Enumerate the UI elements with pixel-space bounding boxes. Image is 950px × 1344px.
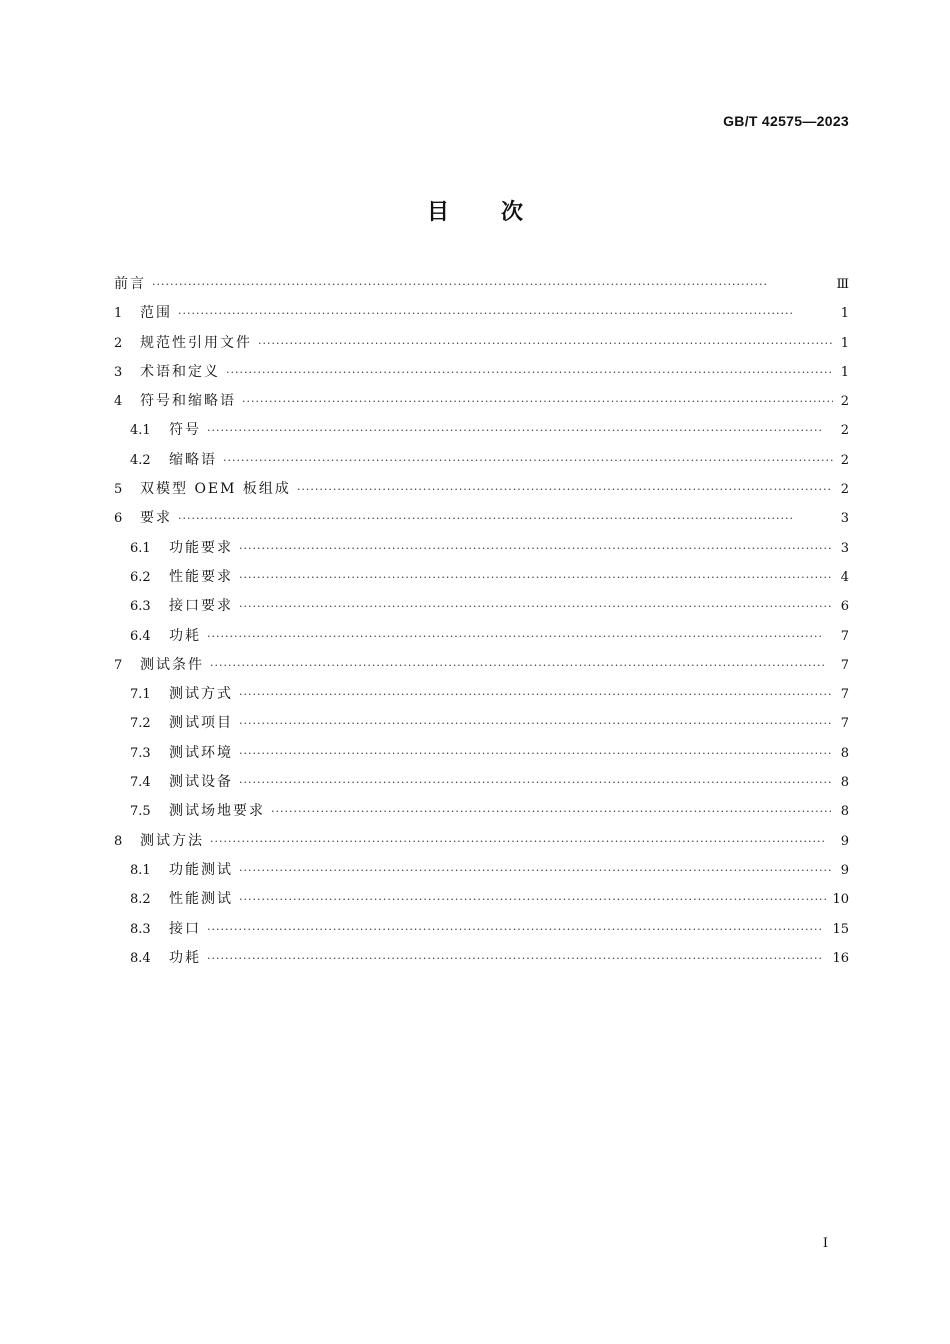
- toc-leader-dots: [239, 768, 833, 797]
- toc-leader-dots: [239, 534, 833, 563]
- toc-entry-page: 1: [840, 364, 849, 380]
- toc-leader-dots: [210, 651, 833, 680]
- toc-entry-page: 16: [832, 950, 849, 966]
- toc-entry-label: 功能测试: [169, 861, 233, 878]
- toc-entry-label: 测试方式: [169, 686, 233, 703]
- toc-entry-number: 7: [114, 657, 123, 673]
- toc-entry-7-1[interactable]: [114, 680, 849, 709]
- toc-entry-page: 3: [840, 540, 849, 556]
- toc-entry-label: 测试项目: [169, 715, 233, 732]
- toc-entry-label: 功耗: [169, 949, 201, 966]
- toc-entry-page: 8: [840, 804, 849, 820]
- toc-entry-label: 规范性引用文件: [140, 334, 252, 351]
- toc-entry-page: 8: [840, 745, 849, 761]
- toc-entry-number: 6.4: [130, 628, 151, 644]
- toc-leader-dots: [297, 475, 833, 504]
- toc-entry-4-2[interactable]: [114, 446, 849, 475]
- toc-entry-number: 7.2: [130, 716, 151, 732]
- toc-entry-label: 双模型 OEM 板组成: [140, 481, 291, 498]
- standard-code: GB/T 42575—2023: [723, 113, 849, 129]
- toc-leader-dots: [239, 680, 833, 709]
- toc-entry-page: 1: [840, 335, 849, 351]
- toc-entry-7[interactable]: [114, 651, 849, 680]
- toc-entry-number: 6.3: [130, 599, 151, 615]
- toc-entry-page: 2: [840, 452, 849, 468]
- toc-entry-page: 7: [840, 628, 849, 644]
- toc-entry-label: 功耗: [169, 627, 201, 644]
- toc-entry-page: 1: [840, 306, 849, 322]
- toc-entry-3[interactable]: [114, 358, 849, 387]
- toc-entry-6-4[interactable]: [114, 622, 849, 651]
- toc-leader-dots: [210, 827, 833, 856]
- toc-entry-7-5[interactable]: [114, 797, 849, 826]
- toc-entry-number: 8: [114, 833, 123, 849]
- toc-entry-label: 接口: [169, 920, 201, 937]
- toc-leader-dots: [258, 329, 833, 358]
- toc-entry-label: 术语和定义: [140, 363, 220, 380]
- toc-leader-dots: [239, 739, 833, 768]
- toc-entry-number: 1: [114, 306, 123, 322]
- toc-entry-foreword[interactable]: [114, 270, 849, 299]
- toc-entry-page: 2: [840, 423, 849, 439]
- toc-entry-7-2[interactable]: [114, 709, 849, 738]
- toc-entry-label: 缩略语: [169, 451, 217, 468]
- toc-entry-number: 7.3: [130, 745, 151, 761]
- toc-entry-number: 8.3: [130, 921, 151, 937]
- toc-entry-1[interactable]: [114, 299, 849, 328]
- toc-entry-6-2[interactable]: [114, 563, 849, 592]
- toc-entry-number: 4.2: [130, 452, 151, 468]
- toc-entry-page: 3: [840, 511, 849, 527]
- toc-entry-number: 2: [114, 335, 123, 351]
- toc-leader-dots: [226, 358, 833, 387]
- toc-entry-page: 7: [840, 687, 849, 703]
- toc-entry-8-4[interactable]: [114, 944, 849, 973]
- toc-leader-dots: [178, 299, 833, 328]
- toc-leader-dots: [239, 563, 833, 592]
- toc-entry-label: 性能测试: [169, 891, 233, 908]
- toc-entry-number: 7.5: [130, 804, 151, 820]
- toc-entry-8-3[interactable]: [114, 915, 849, 944]
- toc-entry-page: Ⅲ: [836, 277, 849, 292]
- toc-entry-number: 3: [114, 364, 123, 380]
- toc-entry-page: 6: [840, 599, 849, 615]
- toc-entry-label: 测试条件: [140, 656, 204, 673]
- toc-entry-6-1[interactable]: [114, 534, 849, 563]
- toc-entry-page: 2: [840, 482, 849, 498]
- toc-entry-number: 4.1: [130, 423, 151, 439]
- toc-entry-number: 8.4: [130, 950, 151, 966]
- toc-leader-dots: [271, 797, 833, 826]
- toc-leader-dots: [239, 885, 826, 914]
- toc-entry-label: 测试方法: [140, 832, 204, 849]
- toc-entry-8[interactable]: [114, 827, 849, 856]
- toc-leader-dots: [178, 504, 833, 533]
- toc-entry-2[interactable]: [114, 329, 849, 358]
- toc-entry-page: 4: [840, 569, 849, 585]
- toc-entry-label: 测试环境: [169, 744, 233, 761]
- toc-entry-number: 4: [114, 394, 123, 410]
- toc-leader-dots: [239, 856, 833, 885]
- toc-leader-dots: [152, 270, 830, 299]
- toc-leader-dots: [239, 709, 833, 738]
- toc-leader-dots: [242, 387, 833, 416]
- toc-entry-label: 测试设备: [169, 774, 233, 791]
- toc-entry-page: 9: [840, 862, 849, 878]
- toc-leader-dots: [223, 446, 833, 475]
- toc-entry-4-1[interactable]: [114, 416, 849, 445]
- toc-entry-number: 8.2: [130, 892, 151, 908]
- toc-entry-8-2[interactable]: [114, 885, 849, 914]
- toc-leader-dots: [207, 944, 826, 973]
- toc-entry-page: 10: [832, 892, 849, 908]
- toc-entry-page: 7: [840, 657, 849, 673]
- toc-leader-dots: [207, 915, 826, 944]
- page-title: 目次: [426, 200, 575, 225]
- toc-entry-page: 9: [840, 833, 849, 849]
- toc-entry-8-1[interactable]: [114, 856, 849, 885]
- toc-entry-7-4[interactable]: [114, 768, 849, 797]
- table-of-contents: [114, 270, 849, 973]
- toc-entry-number: 6.1: [130, 540, 151, 556]
- toc-entry-number: 6.2: [130, 569, 151, 585]
- toc-entry-label: 符号和缩略语: [140, 393, 236, 410]
- toc-entry-7-3[interactable]: [114, 739, 849, 768]
- toc-entry-label: 接口要求: [169, 598, 233, 615]
- toc-entry-5[interactable]: [114, 475, 849, 504]
- toc-entry-page: 8: [840, 775, 849, 791]
- toc-entry-label: 范围: [140, 305, 172, 322]
- toc-entry-label: 性能要求: [169, 568, 233, 585]
- toc-entry-4[interactable]: [114, 387, 849, 416]
- toc-entry-label: 测试场地要求: [169, 803, 265, 820]
- toc-entry-label: 符号: [169, 422, 201, 439]
- toc-entry-page: 7: [840, 716, 849, 732]
- toc-entry-number: 5: [114, 482, 123, 498]
- toc-entry-page: 2: [840, 394, 849, 410]
- toc-entry-number: 7.1: [130, 687, 151, 703]
- toc-entry-label: 功能要求: [169, 539, 233, 556]
- footer-page-number: I: [822, 1236, 828, 1251]
- toc-entry-page: 15: [832, 921, 849, 937]
- toc-entry-label: 前言: [114, 276, 146, 292]
- toc-leader-dots: [239, 592, 833, 621]
- toc-leader-dots: [207, 416, 833, 445]
- toc-entry-number: 6: [114, 511, 123, 527]
- toc-entry-number: 7.4: [130, 775, 151, 791]
- toc-entry-label: 要求: [140, 510, 172, 527]
- toc-leader-dots: [207, 622, 833, 651]
- toc-entry-6-3[interactable]: [114, 592, 849, 621]
- toc-entry-6[interactable]: [114, 504, 849, 533]
- toc-entry-number: 8.1: [130, 862, 151, 878]
